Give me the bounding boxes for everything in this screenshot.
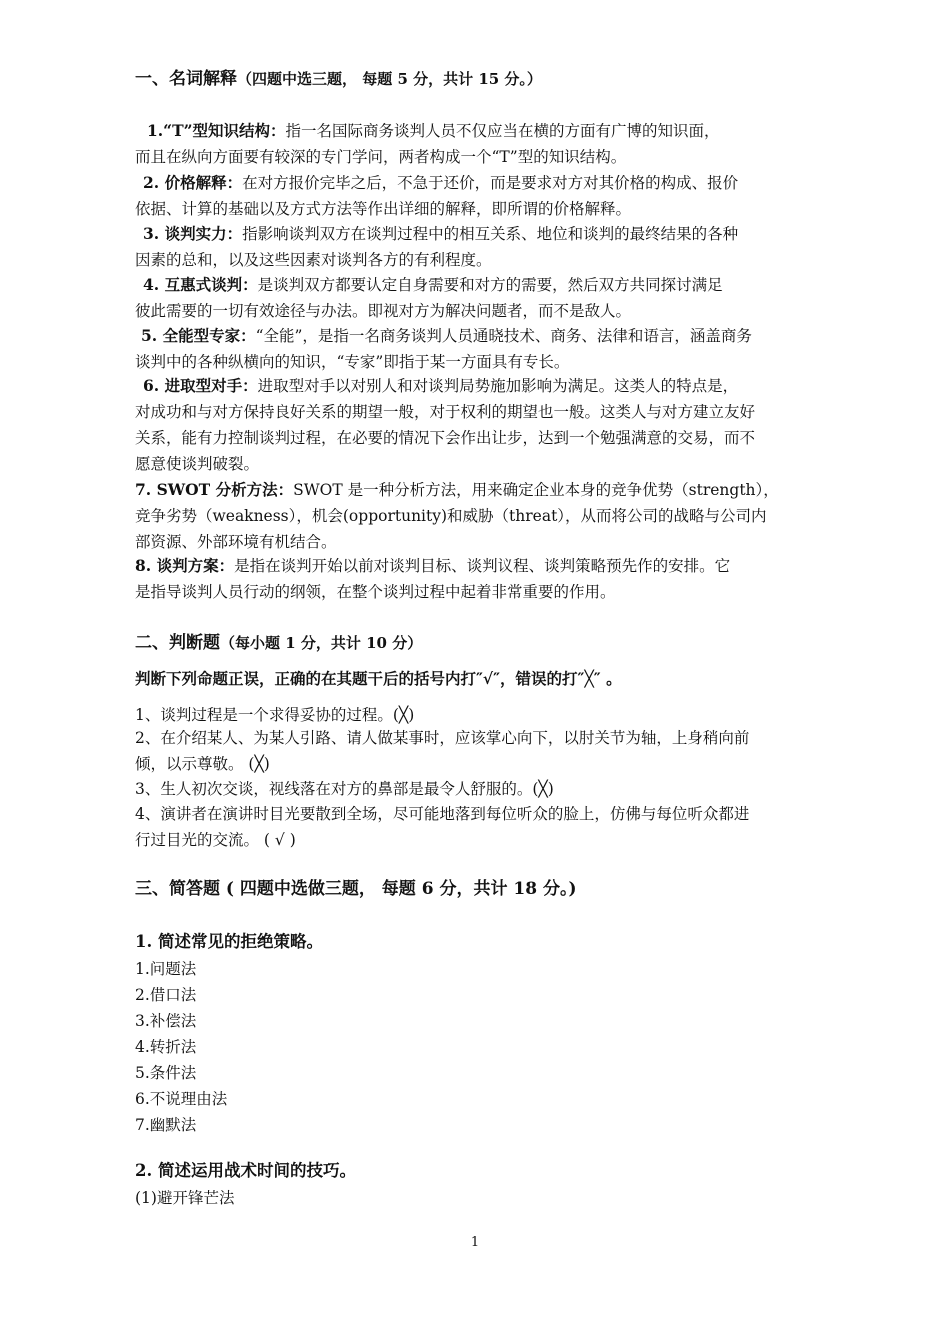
section2-title: 二、判断题 [135,633,220,653]
item-text: 竞争劣势（weakness），机会(opportunity)和威胁（threat），从而将公司的战略与公司内 [135,507,767,525]
item-text: 进取型对手以对别人和对谈判局势施加影响为满足。这类人的特点是， [257,377,739,395]
section1-item [135,373,825,477]
section1-heading [135,66,825,92]
list-item: 2.借口法 [135,986,197,1004]
item-term: 2. 价格解释： [143,173,243,192]
item-term: 5. 全能型专家： [141,326,256,345]
list-item: 7.幽默法 [135,1116,197,1134]
section3-title: 三、简答题 [135,879,220,899]
item-term: 8. 谈判方案： [135,556,235,575]
question-2-list [135,1185,825,1211]
section1-item [135,477,825,555]
section2-heading [135,630,825,656]
item-text: “全能”，是指一名商务谈判人员通晓技术、商务、法律和语言，涵盖商务 [255,327,752,345]
item-text: 谈判中的各种纵横向的知识，“专家”即指于某一方面具有专长。 [135,353,570,371]
item-text: 关系，能有力控制谈判过程，在必要的情况下会作出让步，达到一个勉强满意的交易，而不 [135,429,756,447]
list-item: 5.条件法 [135,1064,197,1082]
judgment-text: 2、在介绍某人、为某人引路、请人做某事时，应该掌心向下，以肘关节为轴，上身稍向前 [135,729,750,747]
judgment-text: 行过目光的交流。 ( √ ) [135,831,296,849]
item-text: 彼此需要的一切有效途径与办法。即视对方为解决问题者，而不是敌人。 [135,302,632,320]
item-term: 3. 谈判实力： [143,224,243,243]
question-2-title: 2. 简述运用战术时间的技巧。 [135,1161,356,1180]
item-text: 愿意使谈判破裂。 [135,455,260,473]
section3-note: ( 四题中选做三题， 每题 6 分，共计 18 分。) [220,879,577,899]
section1-title: 一、名词解释 [135,69,237,89]
item-text: 部资源、外部环境有机结合。 [135,533,337,551]
item-term: 1.“T”型知识结构： [147,121,286,140]
section2-note: （每小题 1 分，共计 10 分） [220,634,423,652]
item-text: 是谈判双方都要认定自身需要和对方的需要，然后双方共同探讨满足 [257,276,723,294]
list-item: 4.转折法 [135,1038,197,1056]
item-text: SWOT 是一种分析方法，用来确定企业本身的竞争优势（strength）， [293,481,779,499]
list-item: 6.不说理由法 [135,1090,228,1108]
judgment-text: 1、谈判过程是一个求得妥协的过程。(╳) [135,706,415,724]
section1-item [135,221,825,273]
judgment-item [135,725,825,777]
judgment-text: 3、生人初次交谈，视线落在对方的鼻部是最令人舒服的。(╳) [135,780,554,798]
item-text: 指影响谈判双方在谈判过程中的相互关系、地位和谈判的最终结果的各种 [242,225,739,243]
judgment-text: 倾，以示尊敬。 (╳) [135,755,270,773]
item-text: 而且在纵向方面要有较深的专门学问，两者构成一个“T”型的知识结构。 [135,148,627,166]
page-number: 1 [470,1235,480,1250]
item-text: 在对方报价完毕之后，不急于还价，而是要求对方对其价格的构成、报价 [242,174,739,192]
judgment-item [135,801,825,853]
section1-note: （四题中选三题， 每题 5 分，共计 15 分。） [237,70,542,88]
item-text: 依据、计算的基础以及方式方法等作出详细的解释，即所谓的价格解释。 [135,200,632,218]
judgment-item [135,776,825,802]
section1-item [135,553,825,605]
judgment-text: 4、演讲者在演讲时目光要散到全场，尽可能地落到每位听众的脸上，仿佛与每位听众都进 [135,805,750,823]
section1-item [135,170,825,222]
list-item: 3.补偿法 [135,1012,197,1030]
item-text: 因素的总和，以及这些因素对谈判各方的有利程度。 [135,251,492,269]
section1-item [135,272,825,324]
item-term: 6. 进取型对手： [143,376,258,395]
item-text: 对成功和与对方保持良好关系的期望一般，对于权利的期望也一般。这类人与对方建立友好 [135,403,756,421]
item-text: 是指导谈判人员行动的纲领，在整个谈判过程中起着非常重要的作用。 [135,583,616,601]
section1-item [135,323,825,375]
item-text: 是指在谈判开始以前对谈判目标、谈判议程、谈判策略预先作的安排。它 [234,557,731,575]
section3-heading [135,876,825,902]
item-term: 7. SWOT 分析方法： [135,480,294,499]
section1-item [135,118,825,170]
question-1-title: 1. 简述常见的拒绝策略。 [135,932,323,951]
section2-instruction: 判断下列命题正误，正确的在其题干后的括号内打″√″，错误的打″╳″ 。 [135,669,622,688]
question-1-list [135,956,825,1138]
list-item: 1.问题法 [135,960,197,978]
item-term: 4. 互惠式谈判： [143,275,258,294]
item-text: 指一名国际商务谈判人员不仅应当在横的方面有广博的知识面， [285,122,720,140]
list-item: (1)避开锋芒法 [135,1189,235,1207]
